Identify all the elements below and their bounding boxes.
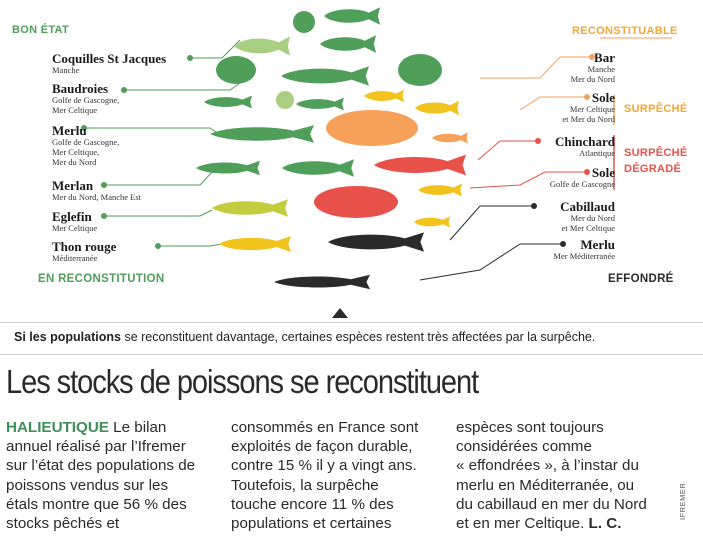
fish-icon xyxy=(418,184,462,197)
species-left-3: Merlan Mer du Nord, Manche Est xyxy=(52,178,141,202)
pointer-triangle-icon xyxy=(332,308,348,318)
hake-icon xyxy=(274,275,370,289)
photo-credit: IFREMER xyxy=(678,482,687,520)
fish-icon xyxy=(364,90,404,103)
species-left-5: Thon rouge Méditerranée xyxy=(52,239,117,263)
scallop-icon xyxy=(293,11,315,33)
fish-icon xyxy=(320,35,376,53)
species-right-3: Sole Golfe de Gascogne xyxy=(549,165,615,189)
species-left-0: Coquilles St Jacques Manche xyxy=(52,51,167,75)
fish-icon xyxy=(212,199,288,217)
fish-icon xyxy=(414,216,450,227)
fish-icon xyxy=(432,132,468,143)
monkfish-icon xyxy=(216,56,256,84)
sole-icon xyxy=(314,186,398,218)
scallop-icon xyxy=(276,91,294,109)
species-right-4: Cabillaud Mer du Nord et Mer Celtique xyxy=(560,199,615,233)
species-left-2: Merlu Golfe de Gascogne, Mer Celtique, Mer du Nord xyxy=(52,123,120,167)
caption-bottom-rule xyxy=(0,354,703,355)
species-left-1: Baudroies Golfe de Gascogne, Mer Celtique xyxy=(52,81,120,115)
article-kicker: HALIEUTIQUE xyxy=(6,419,109,436)
article-signature: L. C. xyxy=(584,515,622,533)
fish-icon xyxy=(234,36,290,55)
right-connector-lines-dark xyxy=(420,206,563,280)
monkfish-icon xyxy=(398,54,442,86)
fish-icon xyxy=(204,96,252,109)
fish-illustrations xyxy=(196,7,468,289)
fish-icon xyxy=(374,155,466,176)
fish-icon xyxy=(210,125,314,143)
label-collapsed: EFFONDRÉ xyxy=(608,273,674,285)
article-headline: Les stocks de poissons se reconstituent xyxy=(6,363,479,400)
fish-icon xyxy=(282,159,354,177)
label-in-reconstitution: EN RECONSTITUTION xyxy=(38,273,165,285)
species-right-5: Merlu Mer Méditerranée xyxy=(553,237,615,261)
tuna-icon xyxy=(219,236,291,252)
species-right-0: Bar Manche Mer du Nord xyxy=(570,50,615,84)
fish-icon xyxy=(324,7,380,25)
fish-icon xyxy=(196,161,260,175)
article-column-2: consommés en France sont exploités de façon durable, contre 15 % il y a vingt ans. Toutefois, la surpêche touche encore 11 % des populations et certaines xyxy=(231,419,419,533)
cod-icon xyxy=(328,232,424,251)
fish-icon xyxy=(415,101,459,115)
label-good-state: BON ÉTAT xyxy=(12,24,69,36)
sole-icon xyxy=(326,110,418,146)
species-right-2: Chinchard Atlantique xyxy=(555,134,615,158)
species-right-1: Sole Mer Celtique et Mer du Nord xyxy=(562,90,615,124)
label-overfished: SURPÊCHÉ xyxy=(624,103,688,115)
species-left-4: Eglefin Mer Celtique xyxy=(52,209,98,233)
figure-caption: Si les populations se reconstituent davantage, certaines espèces restent très affectées par la surpêche. xyxy=(14,330,596,344)
fish-icon xyxy=(296,98,344,111)
label-overfished-degraded: SURPÊCHÉ DÉGRADÉ xyxy=(624,147,688,175)
article-column-1: HALIEUTIQUE Le bilan annuel réalisé par l’Ifremer sur l’état des populations de poissons vendus sur les étals montre que 56 % des stocks pêchés et xyxy=(6,419,196,533)
fish-icon xyxy=(281,66,369,85)
label-reconstituable: RECONSTITUABLE xyxy=(572,25,678,37)
caption-top-rule xyxy=(0,322,703,323)
article-column-3: espèces sont toujours considérées comme « effondrées », à l’instar du merlu en Méditerranée, ou du cabillaud en mer du Nord et en mer Celtique. L. C. xyxy=(456,419,647,533)
